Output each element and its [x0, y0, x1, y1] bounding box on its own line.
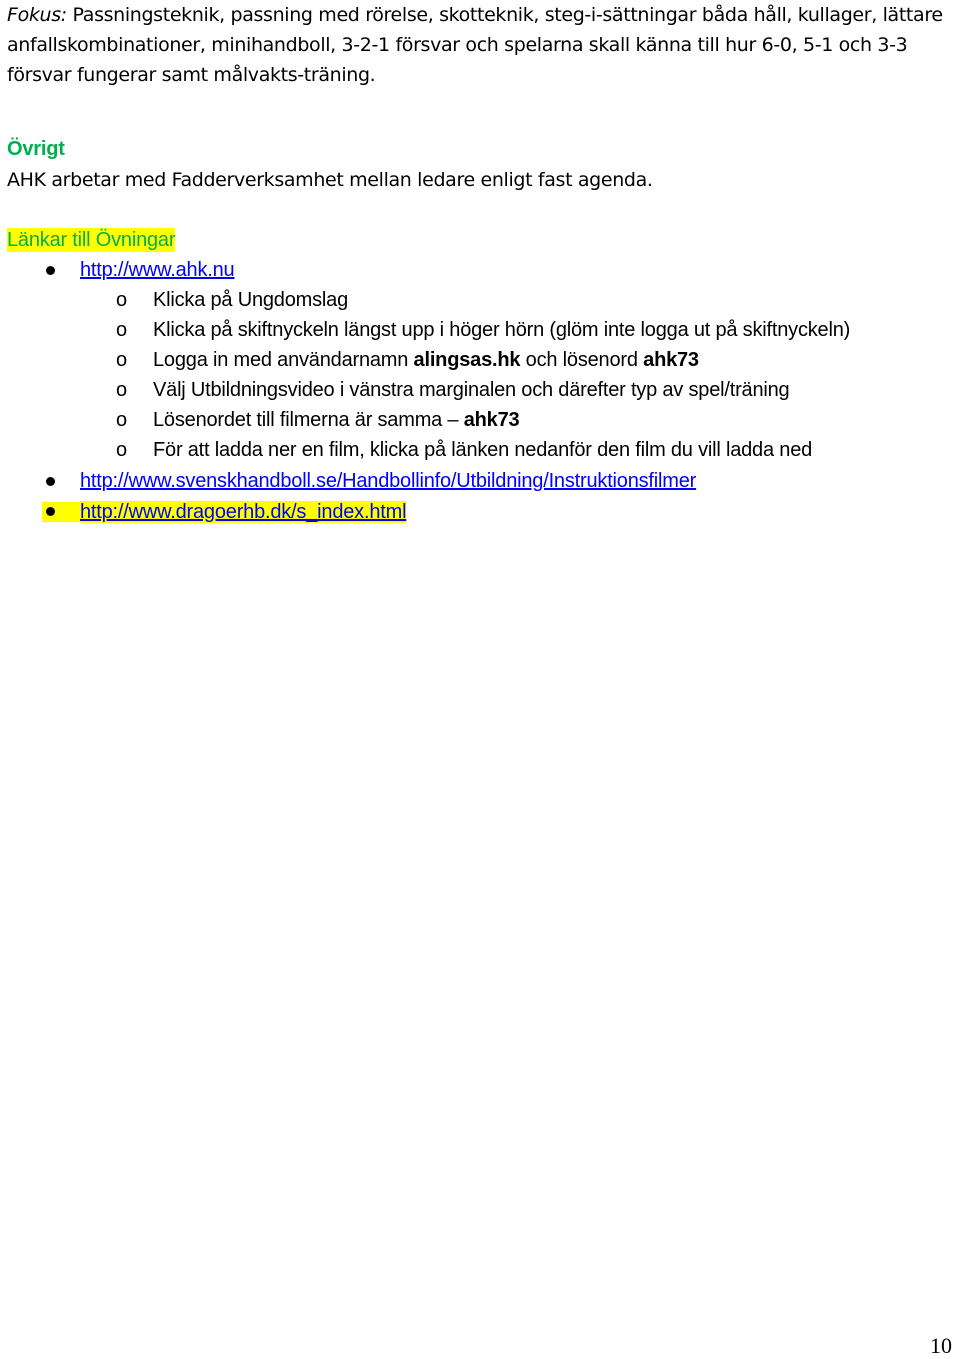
step-1-text: Klicka på Ungdomslag — [153, 289, 348, 311]
link-ahk[interactable]: http://www.ahk.nu — [80, 259, 235, 281]
step-2-text: Klicka på skiftnyckeln längst upp i höger hörn (glöm inte logga ut på skiftnyckeln) — [153, 319, 851, 341]
lankar-heading-text: Länkar till Övningar — [7, 229, 176, 251]
ovrigt-heading: Övrigt — [7, 138, 65, 160]
step-3 — [153, 345, 699, 375]
fokus-label: Fokus: — [7, 4, 67, 26]
step-4 — [153, 375, 789, 405]
sub-bullet-icon: o — [116, 439, 128, 461]
sub-bullet-icon: o — [116, 319, 128, 341]
step-3-mid: och lösenord — [520, 349, 644, 371]
password-value: ahk73 — [643, 349, 699, 371]
sub-bullet-icon: o — [116, 379, 128, 401]
step-5 — [153, 405, 519, 435]
sub-bullet-icon: o — [116, 289, 128, 311]
step-1 — [153, 285, 348, 315]
bullet-icon — [42, 502, 80, 522]
step-5-text: Lösenordet till filmerna är samma – — [153, 409, 464, 431]
fokus-text: Passningsteknik, passning med rörelse, skotteknik, steg-i-sättningar båda håll, kullager, lättare anfallskombinationer, minihandboll, 3-2-1 försvar och spelarna skall känna till hur 6-0, 5-1 och 3-3 försvar fungerar samt målvakts-träning. — [7, 4, 943, 86]
lankar-heading — [7, 225, 175, 255]
link-svenskhandboll[interactable]: http://www.svenskhandboll.se/Handbollinfo/Utbildning/Instruktionsfilmer — [80, 470, 697, 492]
step-4-text: Välj Utbildningsvideo i vänstra marginalen och därefter typ av spel/träning — [153, 379, 790, 401]
film-password-value: ahk73 — [463, 409, 520, 431]
step-6 — [153, 435, 812, 465]
sub-bullet-icon: o — [116, 409, 128, 431]
step-3-text: Logga in med användarnamn — [153, 349, 414, 371]
fokus-paragraph — [7, 0, 952, 90]
sub-bullet-icon: o — [116, 349, 128, 371]
page-number: 10 — [930, 1333, 952, 1358]
step-2 — [153, 315, 850, 345]
username-value: alingsas.hk — [413, 349, 521, 371]
link-dragoerhb[interactable] — [80, 497, 406, 527]
step-6-text: För att ladda ner en film, klicka på länken nedanför den film du vill ladda ned — [153, 439, 813, 461]
bullet-icon — [42, 473, 58, 493]
ovrigt-text: AHK arbetar med Fadderverksamhet mellan ledare enligt fast agenda. — [7, 169, 653, 191]
link-dragoerhb-text[interactable]: http://www.dragoerhb.dk/s_index.html — [80, 501, 407, 523]
bullet-icon — [42, 262, 58, 282]
